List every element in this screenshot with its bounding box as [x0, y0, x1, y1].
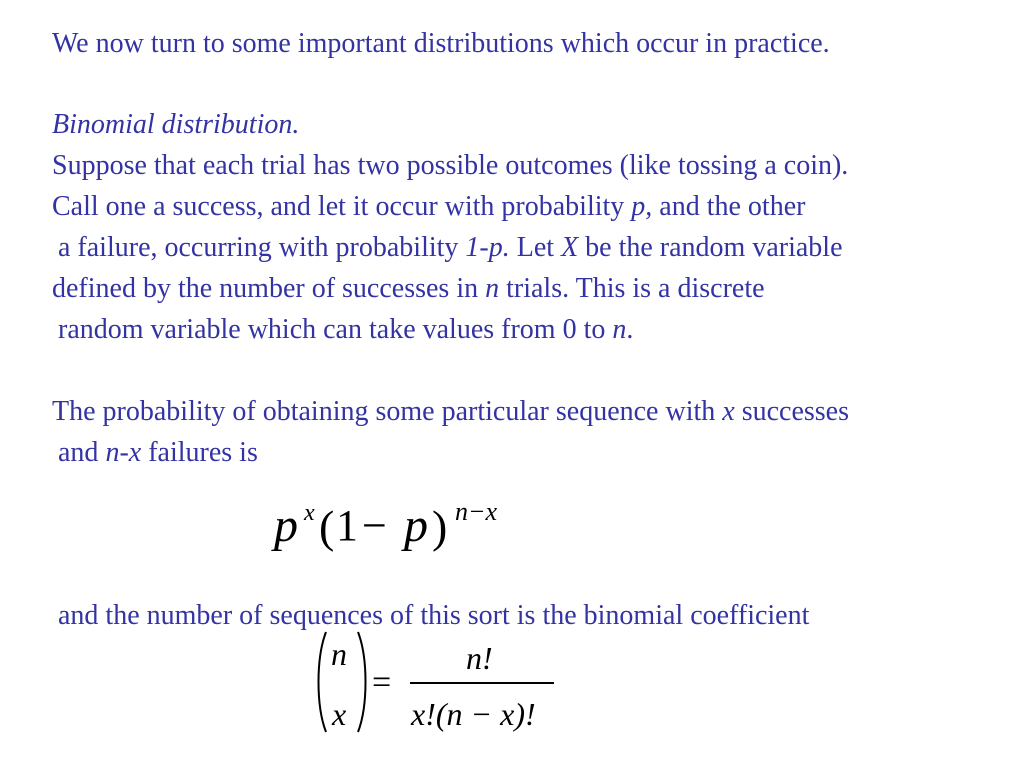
para2-line1: The probability of obtaining some particular sequence with x successes	[52, 396, 849, 427]
formula1-one: 1	[336, 501, 358, 550]
formula1-base: p	[274, 499, 298, 552]
para1-line2: Call one a success, and let it occur with probability p, and the other	[52, 191, 806, 222]
para3-text: and the number of sequences of this sort is the binomial coefficient	[58, 600, 810, 631]
formula1-exp1: x	[304, 500, 315, 526]
formula1-p2: p	[404, 499, 428, 552]
para1-line5: random variable which can take values from 0 to n.	[58, 314, 634, 345]
fraction-bar	[410, 682, 554, 684]
fraction-denominator: x!(n − x)!	[411, 696, 536, 732]
para1-line1: Suppose that each trial has two possible outcomes (like tossing a coin).	[52, 150, 849, 181]
fraction-numerator: n!	[466, 640, 493, 676]
formula1-minus: −	[362, 501, 387, 550]
intro-text: We now turn to some important distributions which occur in practice.	[52, 28, 830, 59]
para1-line4: defined by the number of successes in n trials. This is a discrete	[52, 273, 765, 304]
formula1-paren-close: )	[432, 501, 448, 552]
formula1-paren-open: (	[319, 501, 335, 552]
binomial-top: n	[331, 636, 347, 672]
equals-sign: =	[372, 664, 392, 701]
formula1-exp2: n−x	[455, 497, 498, 526]
section-title: Binomial distribution.	[52, 109, 300, 140]
para1-line3: a failure, occurring with probability 1-p. Let X be the random variable	[58, 232, 843, 263]
binomial-bottom: x	[332, 696, 347, 732]
para2-line2: and n-x failures is	[58, 437, 258, 468]
